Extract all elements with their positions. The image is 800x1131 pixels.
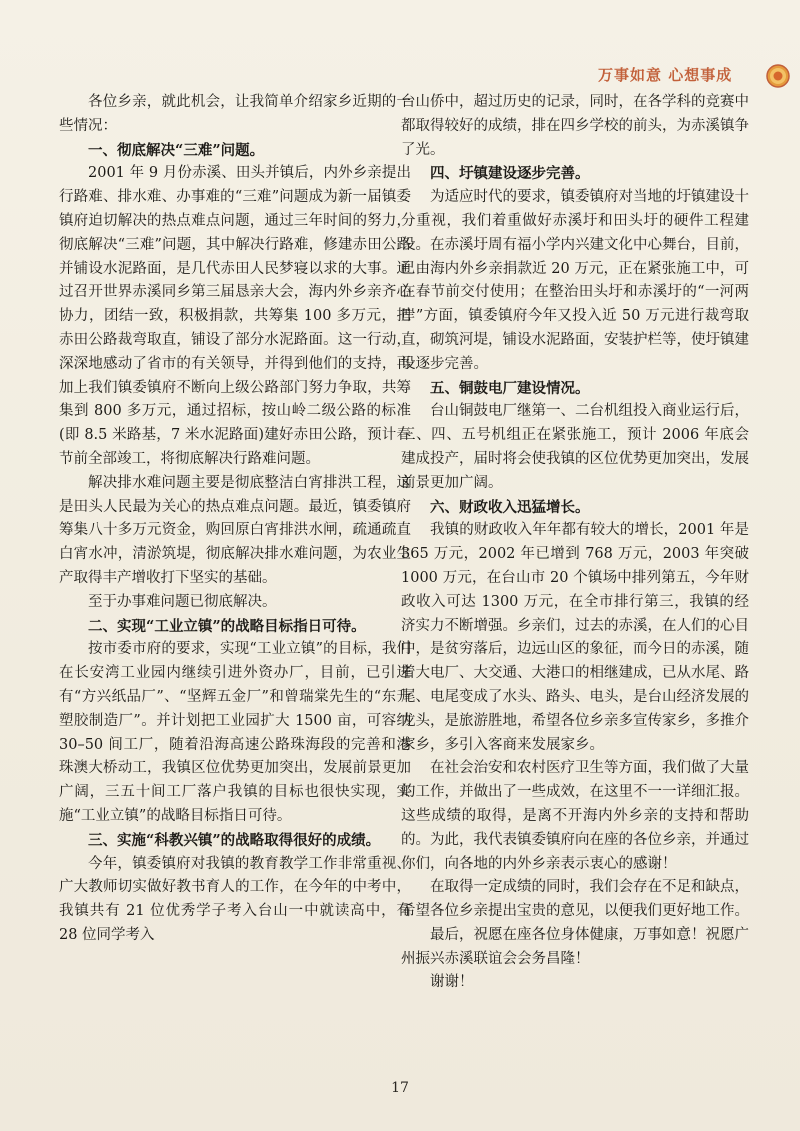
paragraph: 在取得一定成绩的同时，我们会存在不足和缺点，希望各位乡亲提出宝贵的意见，以便我们更好地工作。 (401, 879, 749, 920)
left-column (59, 91, 411, 948)
paragraph: 谢谢！ (430, 974, 474, 991)
section-heading: 四、圩镇建设逐步完善。 (430, 165, 590, 183)
paragraph: 在社会治安和农村医疗卫生等方面，我们做了大量的工作，并做出了一些成效，在这里不一一详细汇报。这些成绩的取得，是离不开海内外乡亲的支持和帮助的。为此，我代表镇委镇府向在座的各位乡亲，并通过你们，向各地的内外乡亲表示衷心的感谢！ (401, 760, 749, 872)
paragraph: 2001 年 9 月份赤溪、田头并镇后，内外乡亲提出行路难、排水难、办事难的“三难”问题成为新一届镇委镇府迫切解决的热点难点问题，通过三年时间的努力，彻底解决“三难”问题，其中解决行路难，修建赤田公路并铺设水泥路面，是几代赤田人民梦寝以求的大事。通过召开世界赤溪同乡第三届恳亲大会，海内外乡亲齐心协力，团结一致，积极捐款，共筹集 100 多万元，把赤田公路裁弯取直，铺设了部分水泥路面。这一行动，深深地感动了省市的有关领导，并得到他们的支持，再加上我们镇委镇府不断向上级公路部门努力争取，共筹集到 800 多万元，通过招标，按山岭二级公路的标准(即 8.5 米路基，7 米水泥路面)建好赤田公路，预计春节前全部竣工，将彻底解决行路难问题。 (59, 165, 411, 467)
section-heading: 三、实施“科教兴镇”的战略取得很好的成绩。 (88, 831, 381, 849)
ornamental-seal-icon (598, 64, 798, 88)
paragraph: 各位乡亲，就此机会，让我简单介绍家乡近期的一些情况： (59, 94, 411, 134)
paragraph: 解决排水难问题主要是彻底整洁白宵排洪工程，这是田头人民最为关心的热点难点问题。最近，镇委镇府筹集八十多万元资金，购回原白宵排洪水闸，疏通疏直白宵水冲，清淤筑堤，彻底解决排水难问题，为农业生产取得丰产增收打下坚实的基础。 (59, 474, 411, 586)
paragraph: 最后，祝愿在座各位身体健康，万事如意！祝愿广州振兴赤溪联谊会会务昌隆！ (401, 926, 749, 967)
paragraph: 我镇的财政收入年年都有较大的增长，2001 年是 365 万元，2002 年已增到 768 万元，2003 年突破 1000 万元，在台山市 20 个镇场中排列第五，今年财政收入可达 1300 万元，在全市排行第三，我镇的经济实力不断增强。乡亲们，过去的赤溪，在人们的心目中，是贫穷落后，边远山区的象征，而今日的赤溪，随着大电厂、大交通、大港口的相继建成，已从水尾、路尾、电尾变成了水头、路头、电头，是台山经济发展的龙头，是旅游胜地，希望各位乡亲多宣传家乡，多推介家乡，多引入客商来发展家乡。 (401, 522, 749, 753)
header-banner (598, 64, 798, 88)
paragraph: 今年，镇委镇府对我镇的教育教学工作非常重视、广大教师切实做好教书育人的工作，在今年的中考中，我镇共有 21 位优秀学子考入台山一中就读高中，有 28 位同学考入 (59, 855, 411, 943)
section-heading: 五、铜鼓电厂建设情况。 (430, 379, 590, 397)
section-heading: 二、实现“工业立镇”的战略目标指日可待。 (88, 617, 366, 635)
section-heading: 一、彻底解决“三难”问题。 (88, 141, 265, 159)
page-number: 17 (391, 1080, 409, 1096)
paragraph: 至于办事难问题已彻底解决。 (88, 593, 277, 610)
banner-slogan: 万事如意 心想事成 (598, 66, 733, 84)
section-heading: 六、财政收入迅猛增长。 (430, 498, 590, 516)
paragraph: 为适应时代的要求，镇委镇府对当地的圩镇建设十分重视，我们着重做好赤溪圩和田头圩的硬件工程建设。在赤溪圩周有福小学内兴建文化中心舞台，目前，已由海内外乡亲捐款近 20 万元，正在紧张施工中，可在春节前交付使用；在整治田头圩和赤溪圩的“一河两岸”方面，镇委镇府今年又投入近 50 万元进行裁弯取直，砌筑河堤，铺设水泥路面，安装护栏等，使圩镇建设逐步完善。 (401, 189, 749, 372)
paragraph: 按市委市府的要求，实现“工业立镇”的目标，我们在长安湾工业园内继续引进外资办厂，目前，已引进有“方兴纸品厂”、“坚辉五金厂”和曾瑞棠先生的“东升塑胶制造厂”。并计划把工业园扩大 1500 亩，可容纳 30–50 间工厂，随着沿海高速公路珠海段的完善和港珠澳大桥动工，我镇区位优势更加突出，发展前景更加广阔，三五十间工厂落户我镇的目标也很快实现，实施“工业立镇”的战略目标指日可待。 (59, 641, 411, 824)
paragraph: 台山铜鼓电厂继第一、二台机组投入商业运行后，三、四、五号机组正在紧张施工，预计 2006 年底会建成投产，届时将会使我镇的区位优势更加突出，发展前景更加广阔。 (401, 403, 749, 491)
right-column (401, 91, 749, 995)
paragraph: 台山侨中，超过历史的记录，同时，在各学科的竞赛中都取得较好的成绩，排在四乡学校的前头，为赤溪镇争了光。 (401, 94, 749, 158)
